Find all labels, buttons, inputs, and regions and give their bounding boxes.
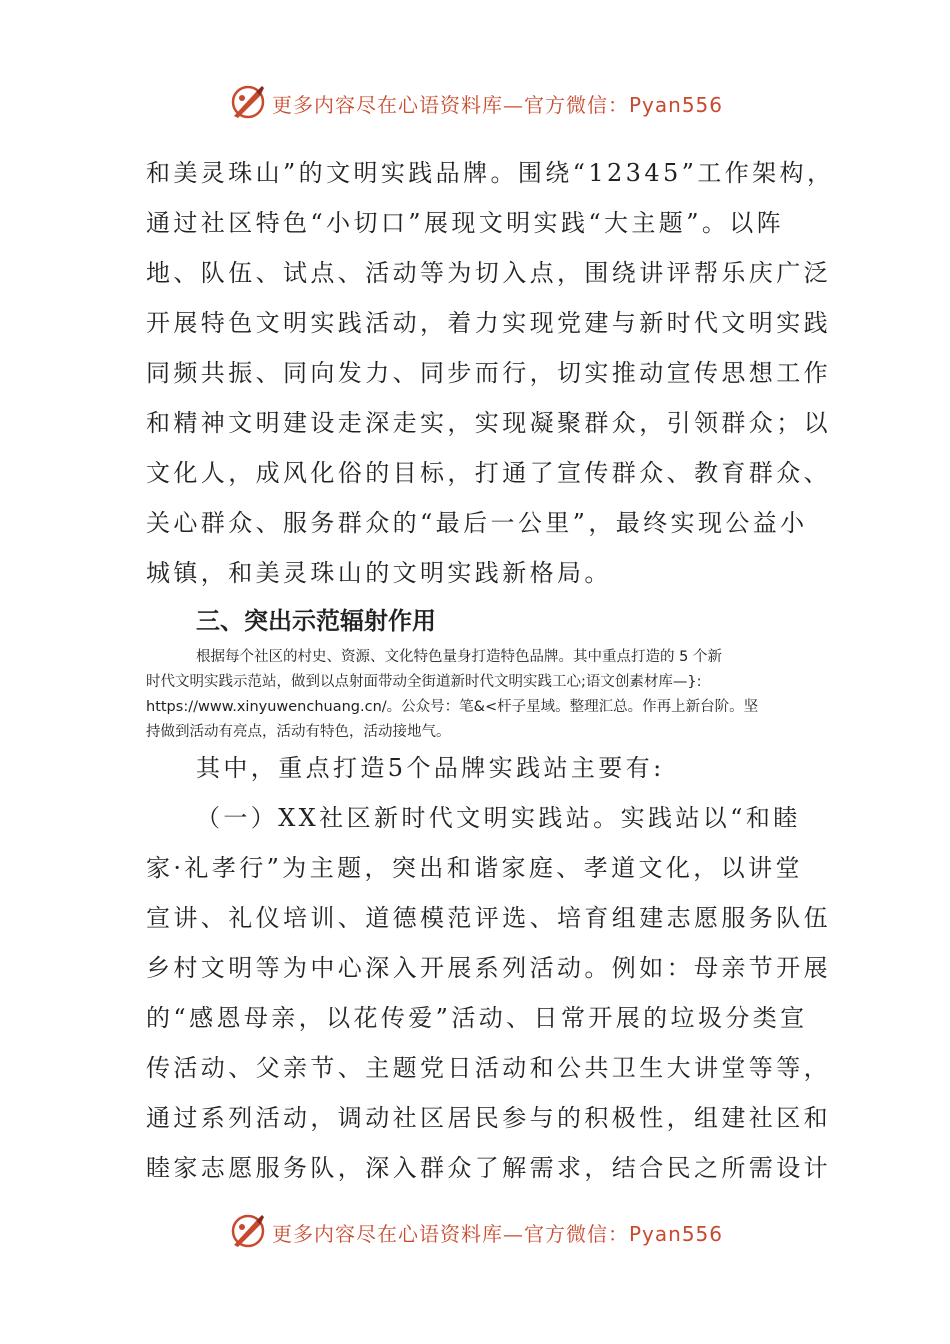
text-line: 地、队伍、试点、活动等为切入点，围绕讲评帮乐庆广泛 [146,259,831,287]
pen-logo-icon [228,82,268,122]
pen-logo-icon [228,1211,268,1251]
banner-text [272,89,723,118]
text-line: 传活动、父亲节、主题党日活动和公共卫生大讲堂等等， [146,1054,831,1082]
banner-text [272,1218,723,1247]
small-line: 根据每个社区的村史、资源、文化特色量身打造特色品牌。其中重点打造的 5 个新 [196,649,722,665]
banner-wechat-id: Pyan556 [629,1222,724,1246]
header-banner [0,80,950,124]
small-line: https://www.xinyuwenchuang.cn/。公众号：笔&<杆子星域。整理汇总。作再上新台阶。坚 [146,699,759,715]
text-line: 关心群众、服务群众的“最后一公里”，最终实现公益小 [146,509,808,537]
text-line: 和精神文明建设走深走实，实现凝聚群众，引领群众；以 [146,409,831,437]
text-line: 乡村文明等为中心深入开展系列活动。例如：母亲节开展 [146,954,831,982]
small-paragraph [146,645,810,745]
small-line: 持做到活动有亮点，活动有特色，活动接地气。 [146,724,451,740]
section-heading: 三、突出示范辐射作用 [196,607,436,635]
text-line: 的“感恩母亲，以花传爱”活动、日常开展的垃圾分类宣 [146,1004,808,1032]
text-line: 和美灵珠山”的文明实践品牌。围绕“12345”工作架构， [146,159,835,187]
paragraph-2 [146,743,831,1193]
paragraph-1 [146,148,835,598]
text-line: 睦家志愿服务队，深入群众了解需求，结合民之所需设计 [146,1154,831,1182]
text-line: 同频共振、同向发力、同步而行，切实推动宣传思想工作 [146,359,831,387]
text-line: 文化人，成风化俗的目标，打通了宣传群众、教育群众、 [146,459,831,487]
banner-wechat-id: Pyan556 [629,93,724,117]
text-line: 其中，重点打造5个品牌实践站主要有: [196,754,665,782]
footer-banner [0,1209,950,1253]
text-line: 开展特色文明实践活动，着力实现党建与新时代文明实践 [146,309,831,337]
banner-label: 更多内容尽在心语资料库—官方微信： [272,1222,629,1246]
text-line: 宣讲、礼仪培训、道德模范评选、培育组建志愿服务队伍 [146,904,831,932]
text-line: （一）XX社区新时代文明实践站。实践站以“和睦 [196,804,801,832]
text-line: 通过系列活动，调动社区居民参与的积极性，组建社区和 [146,1104,831,1132]
text-line: 通过社区特色“小切口”展现文明实践“大主题”。以阵 [146,209,785,237]
text-line: 家·礼孝行”为主题，突出和谐家庭、孝道文化，以讲堂 [146,854,803,882]
banner-label: 更多内容尽在心语资料库—官方微信： [272,93,629,117]
text-line: 城镇，和美灵珠山的文明实践新格局。 [146,559,612,587]
small-line: 时代文明实践示范站，做到以点射面带动全街道新时代文明实践工心;语文创素材库—}: [146,674,702,690]
